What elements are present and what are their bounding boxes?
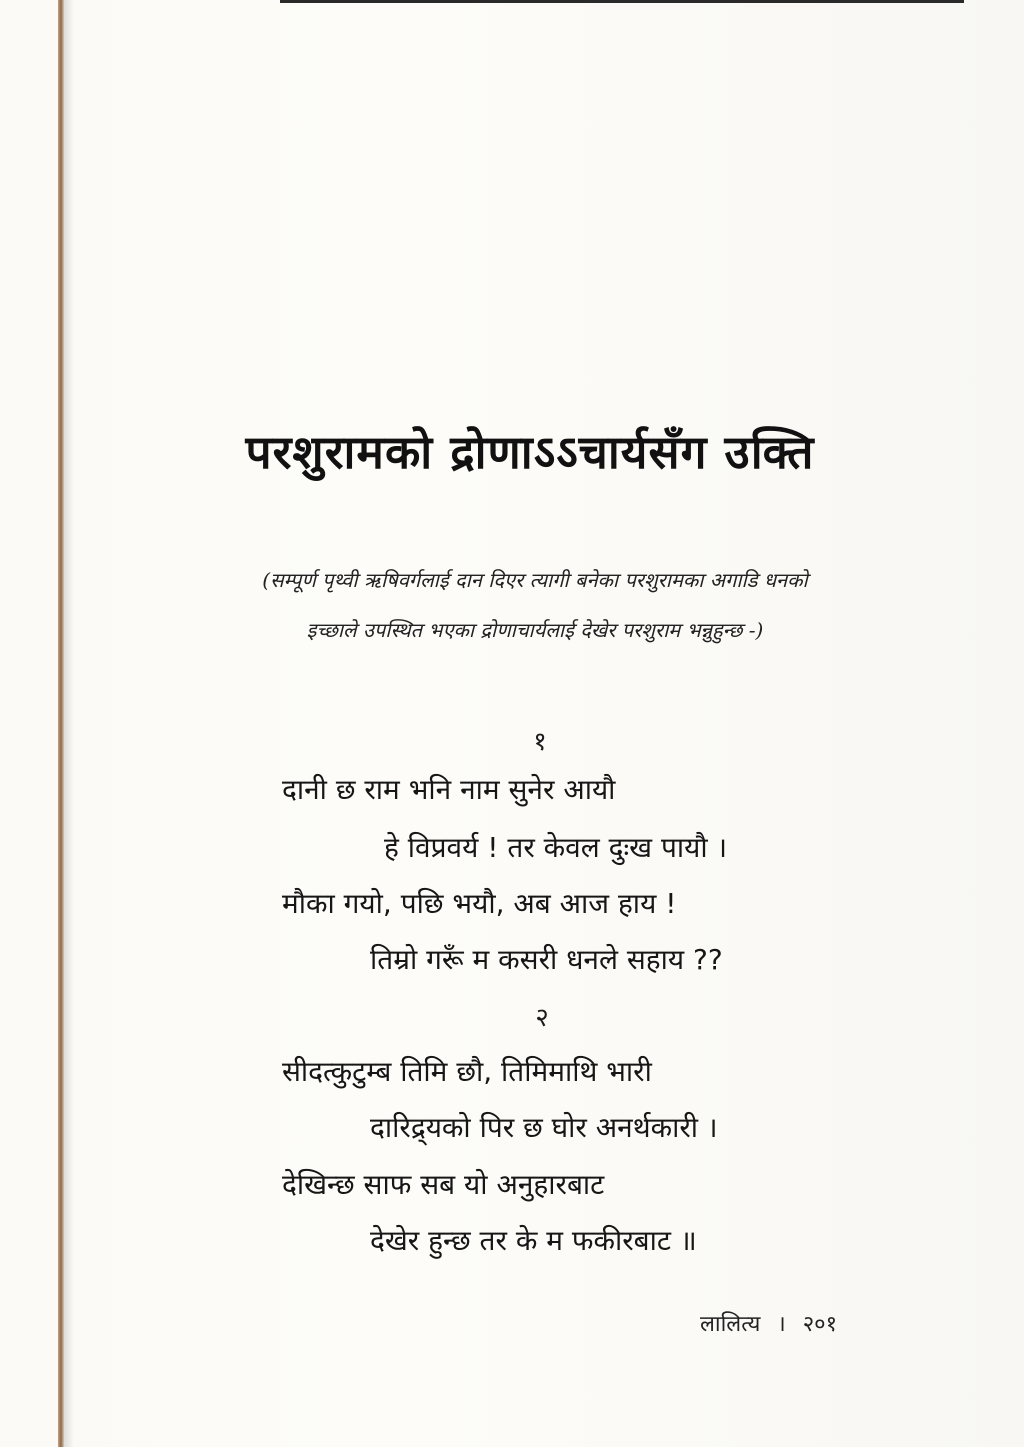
intro-note [175,555,895,655]
book-title: लालित्य [700,1312,761,1337]
verse-line-1-4: तिम्रो गरूँ म कसरी धनले सहाय ?? [370,943,723,976]
intro-line-2: इच्छाले उपस्थित भएका द्रोणाचार्यलाई देखेर परशुराम भन्नुहुन्छ -) [306,618,764,642]
page-title: परशुरामको द्रोणाऽऽचार्यसँग उक्ति [245,425,815,479]
intro-line-1: (सम्पूर्ण पृथ्वी ऋषिवर्गलाई दान दिएर त्यागी बनेका परशुरामका अगाडि धनको [262,568,808,592]
footer-separator: । [777,1312,786,1337]
verse-line-2-2: दारिद्र्यको पिर छ घोर अनर्थकारी । [370,1111,718,1144]
spine-shadow [64,0,74,1447]
verse-line-2-1: सीदत्कुटुम्ब तिमि छौ, तिमिमाथि भारी [282,1055,652,1088]
page-number: २०१ [802,1312,838,1337]
verse-line-2-4: देखेर हुन्छ तर के म फकीरबाट ॥ [370,1224,697,1257]
page-footer [700,1308,900,1338]
verse-line-1-3: मौका गयो, पछि भयौ, अब आज हाय ! [282,887,677,920]
verse-line-2-3: देखिन्छ साफ सब यो अनुहारबाट [282,1168,605,1201]
stanza-number-1: १ [533,727,547,757]
stanza-number-2: २ [535,1003,549,1033]
verse-line-1-2: हे विप्रवर्य ! तर केवल दुःख पायौ । [384,831,728,864]
top-rule [280,0,964,3]
verse-line-1-1: दानी छ राम भनि नाम सुनेर आयौ [282,773,616,806]
